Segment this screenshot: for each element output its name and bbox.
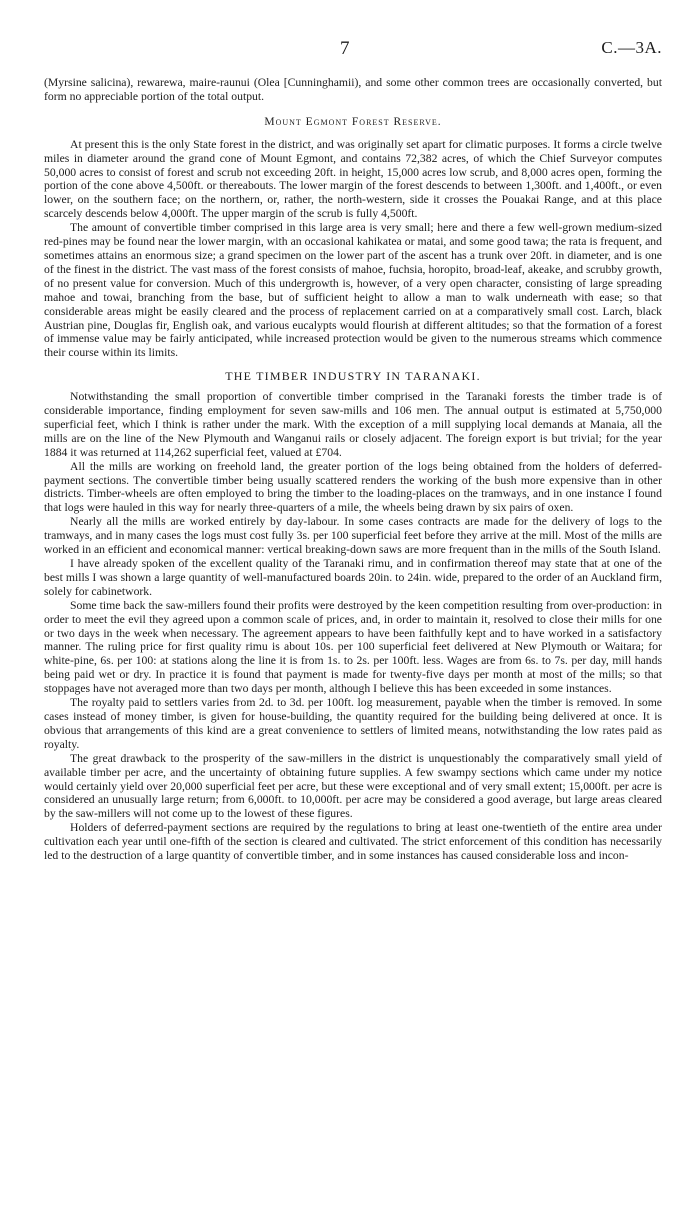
document-body (44, 76, 662, 863)
paragraph: All the mills are working on freehold land, the greater portion of the logs being obtained from the holders of deferred-payment sections. The convertible timber being usually scattered renders the working of the bush more expensive than in other districts. Timber-wheels are often employed to bring the timber to the loading-places on the tramways, and in one instance I found that logs were hauled in this way for nearly three-quarters of a mile, the wheels being drawn by six pairs of oxen. (44, 459, 662, 515)
paragraph: Nearly all the mills are worked entirely by day-labour. In some cases contracts are made for the delivery of logs to the tramways, and in many cases the logs must cost fully 3s. per 100 superficial feet before they arrive at the mill. Most of the mills are worked in an efficient and economical manner: vertical breaking-down saws are more frequent than in the mills of the South Island. (44, 515, 662, 557)
page-header (0, 38, 700, 60)
paragraph: The royalty paid to settlers varies from 2d. to 3d. per 100ft. log measurement, payable when the timber is removed. In some cases instead of money timber, is given for house-building, the quantity required for the building being delivered at once. It is obvious that arrangements of this kind are a great convenience to settlers of limited means, notwithstanding the low rates paid as royalty. (44, 696, 662, 751)
section-heading-timber-industry: THE TIMBER INDUSTRY IN TARANAKI. (225, 369, 481, 384)
page-number: 7 (340, 38, 350, 59)
paragraph: I have already spoken of the excellent quality of the Taranaki rimu, and in confirmation thereof may state that at one of the best mills I was shown a large quantity of well-manufactured boards 20in. to 24in. wide, prepared to the order of an Auckland firm, solely for cabinetwork. (44, 557, 662, 598)
paragraph: Some time back the saw-millers found their profits were destroyed by the keen competition resulting from over-production: in order to meet the evil they agreed upon a common scale of prices, and, in order to maintain it, resolved to close their mills for one or two days in the week when necessary. The agreement appears to have been faithfully kept and to have worked in a satisfactory manner. The ruling price for first quality rimu is about 10s. per 100 superficial feet delivered at New Plymouth or Waitara; for white-pine, 6s. per 100: at stations along the line it is from 1s. to 2s. per 100ft. less. Wages are from 6s. to 7s. per day, mill hands being paid wet or dry. In practice it is found that payment is made for twenty-five days per month at most of the mills; so that stoppages have not averaged more than two days per month, although I believe this has been exceeded in some instances. (44, 598, 662, 696)
paragraph: Notwithstanding the small proportion of convertible timber comprised in the Taranaki forests the timber trade is of considerable importance, finding employment for seven saw-mills and 106 men. The annual output is estimated at 5,750,000 superficial feet, which I think is rather under the mark. With the exception of a mill supplying local demands at Manaia, all the mills are on the line of the New Plymouth and Wanganui rails or closely adjacent. The foreign export is but trivial; for the year 1884 it was returned at 114,262 superficial feet, valued at £704. (44, 390, 662, 459)
document-reference: C.—3A. (601, 38, 662, 57)
paragraph: Holders of deferred-payment sections are required by the regulations to bring at least one-twentieth of the entire area under cultivation each year until one-fifth of the section is cleared and cultivated. The strict enforcement of this condition has necessarily led to the destruction of a large quantity of convertible timber, and in some instances has caused considerable loss and incon- (44, 821, 662, 863)
intro-paragraph: (Myrsine salicina), rewarewa, maire-raunui (Olea [Cunninghamii), and some other common trees are occasionally converted, but form no appreciable portion of the total output. (44, 76, 662, 103)
paragraph: At present this is the only State forest in the district, and was originally set apart for climatic purposes. It forms a circle twelve miles in diameter around the grand cone of Mount Egmont, and contains 72,382 acres, of which the Chief Surveyor computes 50,000 acres to consist of forest and scrub not exceeding 20ft. in height, 15,000 acres low scrub, and 8,000 acres open, forming the portion of the cone above 4,500ft. or thereabouts. The lower margin of the forest descends to between 1,300ft. and 1,400ft., or even lower, on the southern face; on the northern, or, rather, the north-western, side it crosses the Pouakai Range, and at this place scarcely descends below 4,000ft. The upper margin of the scrub is fully 4,500ft. (44, 137, 662, 221)
paragraph: The great drawback to the prosperity of the saw-millers in the district is unquestionably the comparatively small yield of available timber per acre, and the uncertainty of obtaining future supplies. A few swampy sections which came under my notice would certainly yield over 20,000 superficial feet per acre, but these were exceptional and of very small extent; 15,000ft. per acre is considered an unusually large return; from 6,000ft. to 10,000ft. per acre may be considered a good average, but large areas cleared by the saw-millers will not come up to the lowest of these figures. (44, 751, 662, 821)
paragraph: The amount of convertible timber comprised in this large area is very small; here and there a few well-grown medium-sized red-pines may be found near the lower margin, with an occasional kahikatea or matai, and some good tawa; the rata is frequent, and sometimes attains an enormous size; a grand specimen on the lower part of the ascent has a trunk over 20ft. in diameter, and is one of the finest in the district. The vast mass of the forest consists of mahoe, fuchsia, horopito, broad-leaf, akeake, and scrubby growth, of no present value for conversion. Much of this undergrowth is, however, of a very open character, consisting of large spreading mahoe and towai, branching from the base, but of sufficient height to allow a man to walk underneath with ease; so that considerable areas might be easily cleared and the process of replacement carried on at a comparatively small cost. Larch, black Austrian pine, Douglas fir, English oak, and various eucalypts would flourish at different altitudes; so that the formation of a forest of immense value may be fairly anticipated, while increased protection would be given to the numerous streams which commence their course within its limits. (44, 221, 662, 360)
section-heading-mount-egmont: Mount Egmont Forest Reserve. (264, 115, 442, 128)
